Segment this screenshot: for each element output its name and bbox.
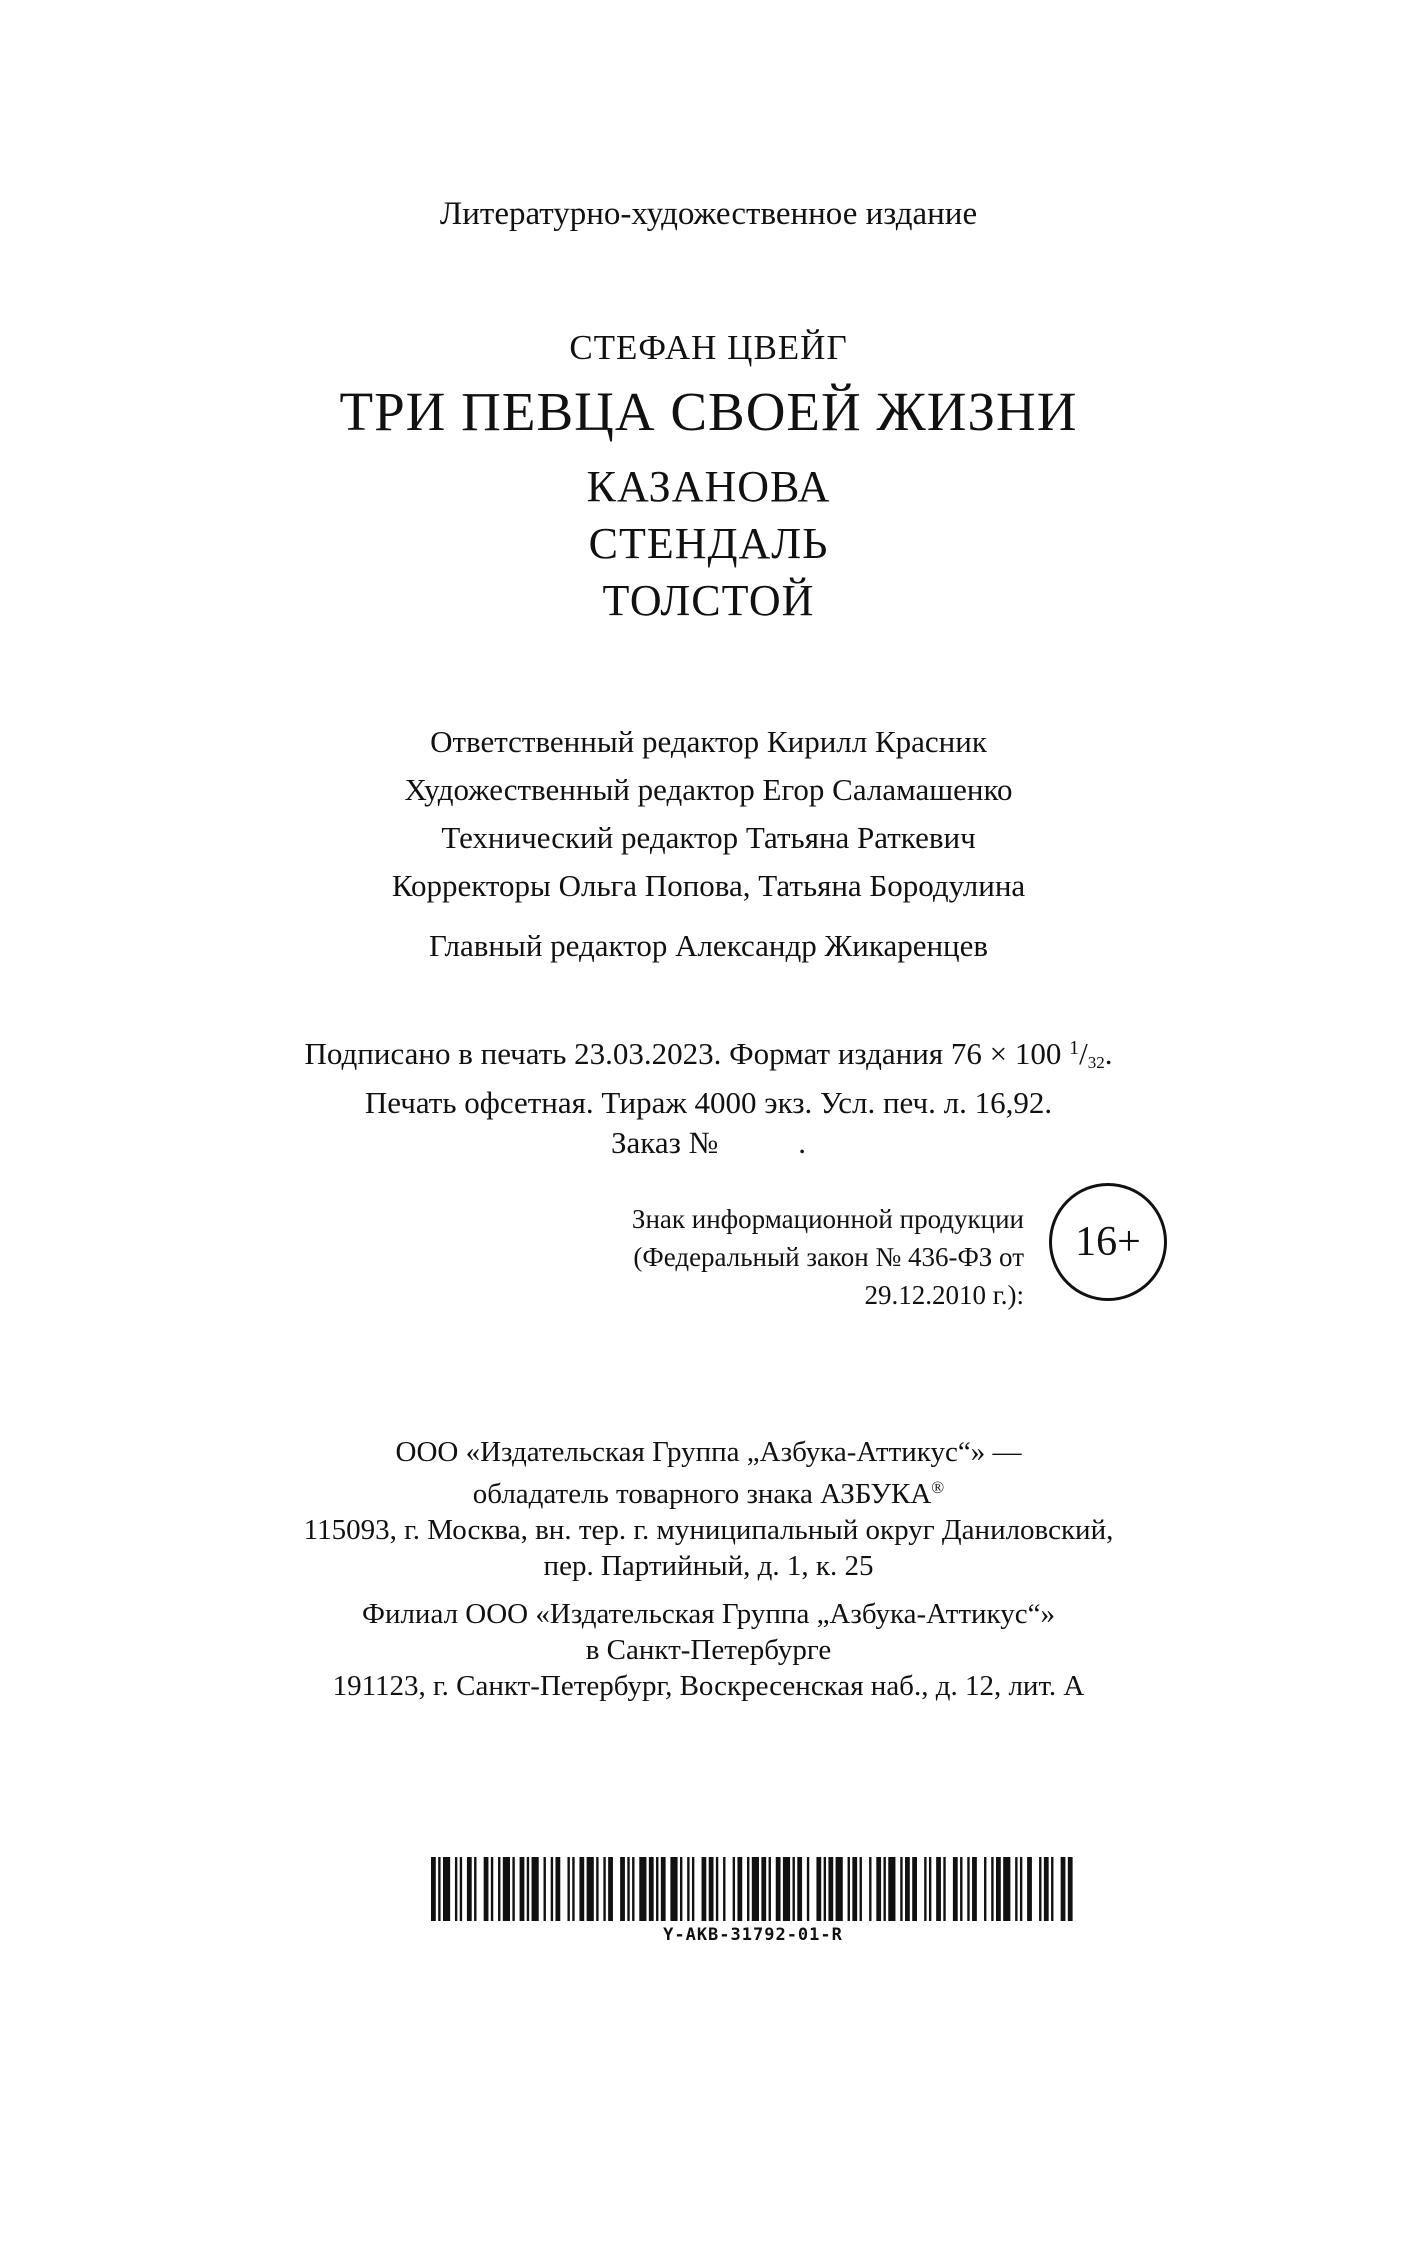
- barcode-bar: [960, 1857, 962, 1921]
- barcode-bar: [967, 1857, 969, 1921]
- barcode-bar: [1020, 1857, 1022, 1921]
- barcode-bar: [943, 1857, 945, 1921]
- order-label: Заказ №: [611, 1125, 719, 1160]
- barcode-bar: [603, 1857, 605, 1921]
- barcode-bar: [527, 1857, 529, 1921]
- barcode-bar: [776, 1857, 781, 1921]
- trademark-line: [0, 1470, 1417, 1512]
- barcode-bar: [752, 1857, 759, 1921]
- barcode-bar: [620, 1857, 625, 1921]
- barcode-bar: [769, 1857, 771, 1921]
- branch-city: в Санкт-Петербурге: [585, 1634, 832, 1666]
- barcode-bar: [474, 1857, 476, 1921]
- barcode-bar: [512, 1857, 514, 1921]
- subtitle-item: СТЕНДАЛЬ: [588, 519, 829, 568]
- barcode-bar: [656, 1857, 658, 1921]
- barcode-bar: [996, 1857, 1001, 1921]
- barcode-bar: [900, 1857, 902, 1921]
- barcode-bar: [692, 1857, 694, 1921]
- credit-line: Технический редактор Татьяна Раткевич: [441, 820, 976, 855]
- barcode-bar: [924, 1857, 926, 1921]
- branch-address: 191123, г. Санкт-Петербург, Воскресенская наб., д. 12, лит. А: [332, 1670, 1085, 1702]
- barcode-text: Y-AKB-31792-01-R: [663, 1925, 843, 1945]
- barcode-bar: [1003, 1857, 1010, 1921]
- credit-line: Корректоры Ольга Попова, Татьяна Бородулина: [391, 868, 1026, 903]
- barcode-bar: [860, 1857, 862, 1921]
- barcode-bar: [848, 1857, 850, 1921]
- barcode-bar: [836, 1857, 843, 1921]
- barcode-bar: [579, 1857, 584, 1921]
- format-fraction-denominator: 32: [1087, 1053, 1105, 1072]
- barcode-bar: [852, 1857, 857, 1921]
- barcode-bar: [1051, 1857, 1053, 1921]
- age-rating-text: [520, 1200, 1024, 1314]
- barcode-bar: [455, 1857, 457, 1921]
- barcode-bar: [596, 1857, 598, 1921]
- publisher-info: [0, 1434, 1417, 1704]
- age-rating-line: Знак информационной продукции: [631, 1204, 1024, 1234]
- barcode-bar: [503, 1857, 510, 1921]
- publisher-name: ООО «Издательская Группа „Азбука-Аттикус“» —: [395, 1436, 1022, 1468]
- barcode-bar: [824, 1857, 826, 1921]
- barcode-bar: [498, 1857, 500, 1921]
- imprint-print-line: Печать офсетная. Тираж 4000 экз. Усл. печ. л. 16,92.: [364, 1085, 1053, 1120]
- publisher-address: 115093, г. Москва, вн. тер. г. муниципальный округ Даниловский,: [303, 1514, 1114, 1546]
- barcode-bar: [883, 1857, 885, 1921]
- barcode-bar: [869, 1857, 871, 1921]
- chief-editor: Главный редактор Александр Жикаренцев: [428, 928, 989, 963]
- trademark-text: обладатель товарного знака АЗБУКА: [472, 1478, 932, 1510]
- barcode-bar: [912, 1857, 917, 1921]
- barcode-bar: [555, 1857, 560, 1921]
- print-imprint: [0, 1028, 1417, 1163]
- credit-line: Художественный редактор Егор Саламашенко: [404, 772, 1013, 807]
- barcode-bar: [783, 1857, 790, 1921]
- barcode-bar: [639, 1857, 646, 1921]
- age-rating-badge: 16+: [1049, 1183, 1167, 1301]
- barcode-bar: [627, 1857, 629, 1921]
- barcode-bar: [876, 1857, 881, 1921]
- barcode-bar: [761, 1857, 766, 1921]
- barcode-bar: [551, 1857, 553, 1921]
- imprint-format-end: .: [1104, 1036, 1113, 1071]
- barcode-bar: [680, 1857, 682, 1921]
- barcode: [431, 1857, 1075, 1921]
- barcode-bar: [793, 1857, 795, 1921]
- branch-name: Филиал ООО «Издательская Группа „Азбука-Аттикус“»: [362, 1598, 1055, 1630]
- author-name: СТЕФАН ЦВЕЙГ: [569, 328, 848, 367]
- barcode-bar: [608, 1857, 613, 1921]
- barcode-bar: [1039, 1857, 1041, 1921]
- barcode-bar: [723, 1857, 725, 1921]
- barcode-bar: [520, 1857, 525, 1921]
- barcode-bar: [747, 1857, 749, 1921]
- barcode-bar: [709, 1857, 714, 1921]
- barcode-bar: [1027, 1857, 1032, 1921]
- barcode-bar: [1015, 1857, 1017, 1921]
- imprint-format-line: Подписано в печать 23.03.2023. Формат издания 76 × 100 $^1$/32.: [304, 1036, 1113, 1072]
- barcode-bar: [661, 1857, 666, 1921]
- format-fraction-numerator: 1: [1069, 1037, 1080, 1059]
- barcode-bar: [984, 1857, 986, 1921]
- barcode-bar: [929, 1857, 931, 1921]
- barcode-bar: [491, 1857, 493, 1921]
- barcode-bar: [1061, 1857, 1066, 1921]
- barcode-bar: [544, 1857, 546, 1921]
- subtitle-list: [0, 458, 1417, 629]
- barcode-bar: [991, 1857, 993, 1921]
- registered-mark: ®: [931, 1478, 945, 1497]
- imprint-format-text: Подписано в печать 23.03.2023. Формат издания 76 × 100: [304, 1036, 1070, 1071]
- barcode-bar: [936, 1857, 941, 1921]
- barcode-bar: [484, 1857, 489, 1921]
- publisher-address-2: пер. Партийный, д. 1, к. 25: [543, 1550, 874, 1582]
- barcode-bar: [828, 1857, 833, 1921]
- barcode-bar: [816, 1857, 821, 1921]
- barcode-bar: [632, 1857, 634, 1921]
- barcode-bar: [687, 1857, 689, 1921]
- barcode-bar: [567, 1857, 569, 1921]
- barcode-bar: [467, 1857, 472, 1921]
- barcode-bar: [737, 1857, 742, 1921]
- barcode-bar: [888, 1857, 895, 1921]
- age-rating-law: (Федеральный закон № 436-ФЗ от 29.12.2010 г.):: [633, 1242, 1024, 1310]
- barcode-bar: [1068, 1857, 1073, 1921]
- genre-label: Литературно-художественное издание: [439, 196, 978, 232]
- barcode-bar: [733, 1857, 735, 1921]
- barcode-bar: [905, 1857, 910, 1921]
- order-end: .: [798, 1125, 806, 1160]
- barcode-bar: [438, 1857, 440, 1921]
- barcode-bar: [532, 1857, 539, 1921]
- book-title: ТРИ ПЕВЦА СВОЕЙ ЖИЗНИ: [339, 381, 1078, 442]
- barcode-bar: [702, 1857, 707, 1921]
- barcode-bar: [431, 1857, 436, 1921]
- barcode-bar: [953, 1857, 958, 1921]
- editorial-credits: [0, 718, 1417, 970]
- barcode-bar: [460, 1857, 462, 1921]
- barcode-bar: [443, 1857, 450, 1921]
- barcode-bar: [716, 1857, 718, 1921]
- barcode-bar: [797, 1857, 802, 1921]
- barcode-bar: [1044, 1857, 1049, 1921]
- barcode-bar: [972, 1857, 977, 1921]
- barcode-bar: [572, 1857, 574, 1921]
- barcode-bar: [807, 1857, 809, 1921]
- credit-line: Ответственный редактор Кирилл Красник: [430, 724, 987, 759]
- barcode-bar: [587, 1857, 594, 1921]
- barcode-bar: [649, 1857, 654, 1921]
- barcode-bar: [670, 1857, 677, 1921]
- subtitle-item: ТОЛСТОЙ: [602, 576, 815, 625]
- subtitle-item: КАЗАНОВА: [586, 462, 831, 511]
- imprint-order-line: [0, 1123, 1417, 1163]
